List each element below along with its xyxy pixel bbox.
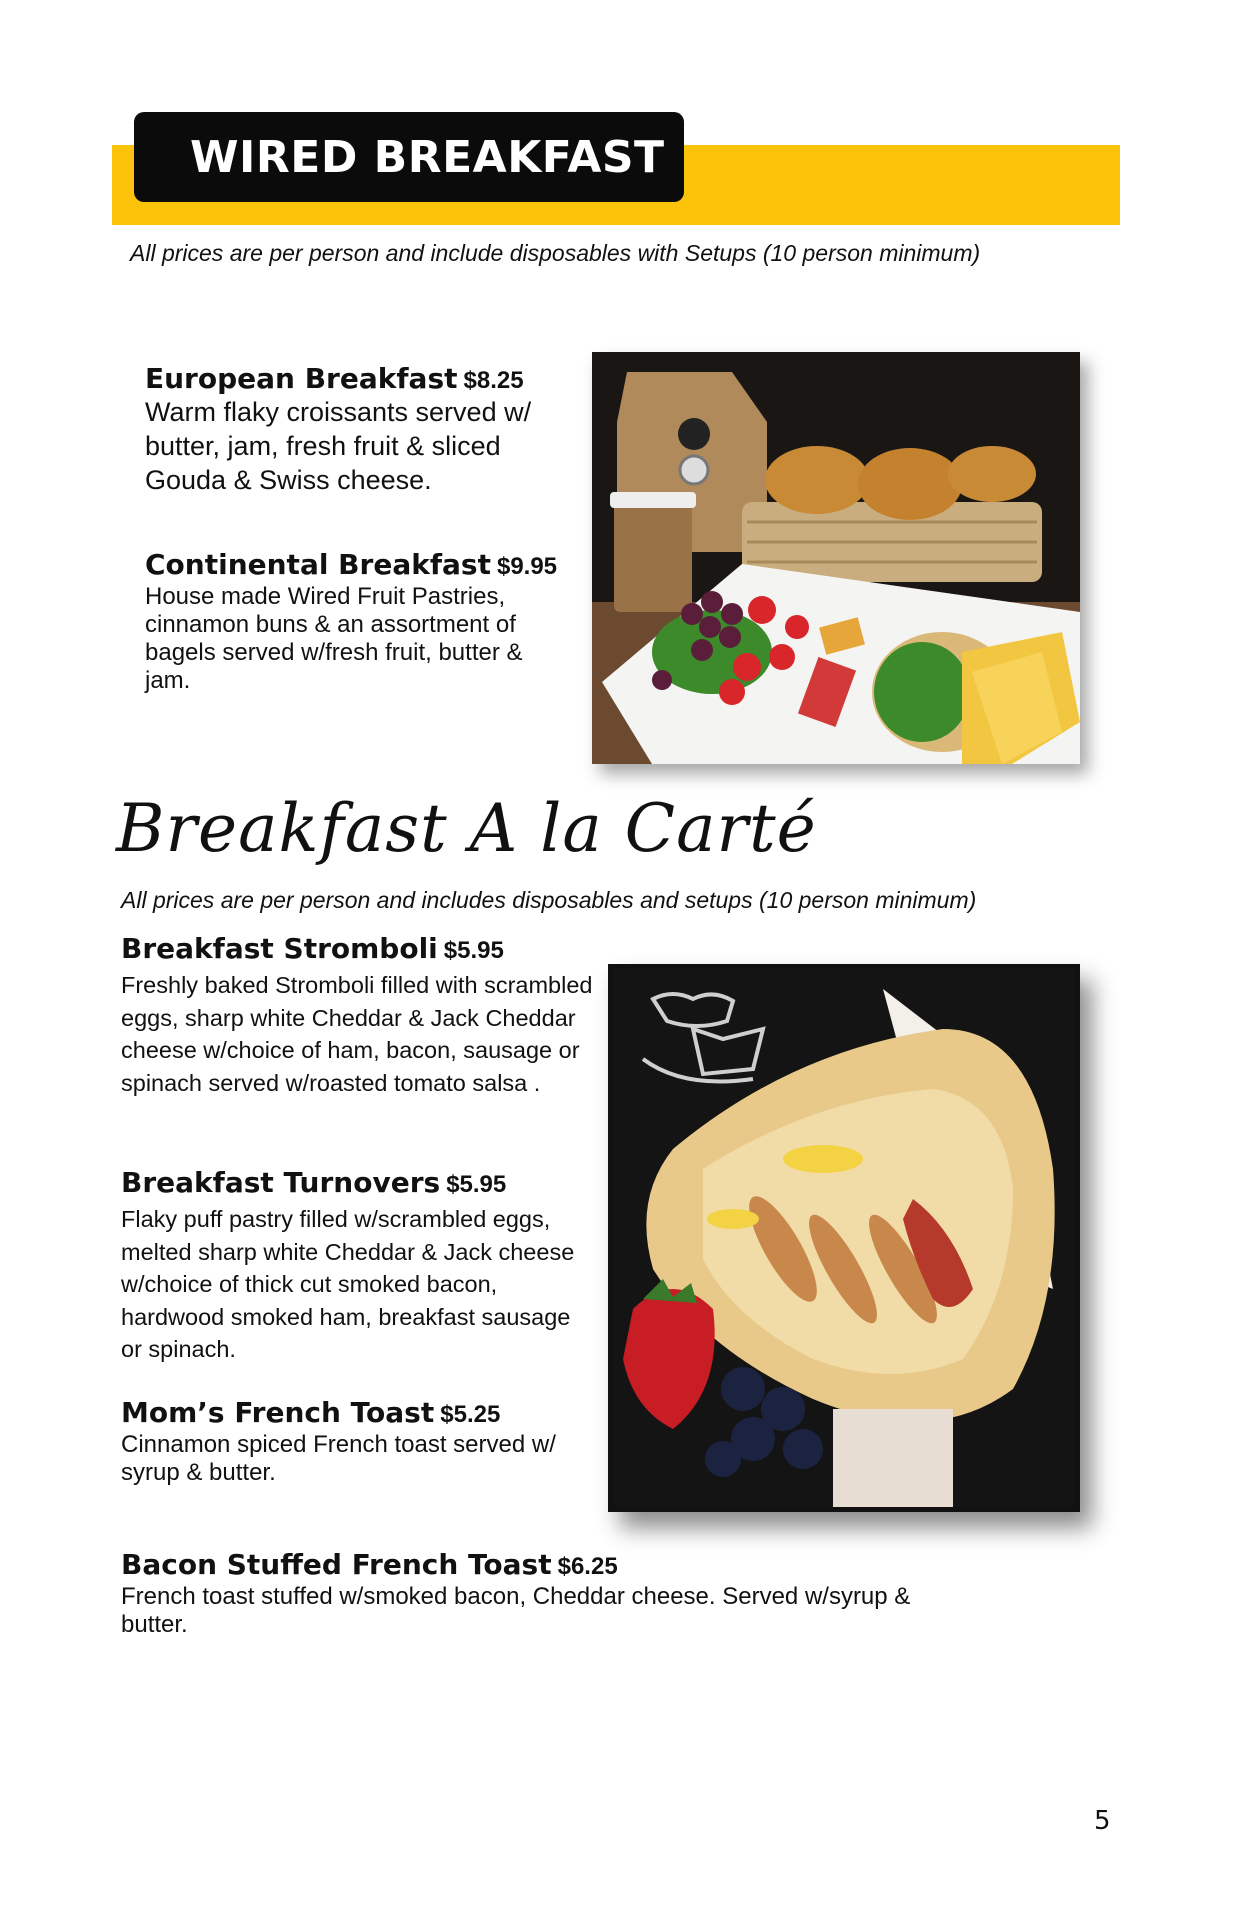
item-title [145, 548, 565, 581]
item-description: French toast stuffed w/smoked bacon, Cheddar cheese. Served w/syrup & butter. [121, 1583, 911, 1638]
item-price: $5.95 [446, 1171, 507, 1198]
item-name: Mom’s French Toast [121, 1396, 435, 1429]
item-name: Breakfast Stromboli [121, 932, 438, 965]
menu-item-turnovers [121, 1166, 593, 1366]
item-title [121, 932, 593, 965]
item-price: $8.25 [463, 367, 524, 394]
breakfast-platter-photo [592, 352, 1080, 764]
section-title: WIRED BREAKFAST [190, 131, 665, 183]
menu-item-continental [145, 548, 565, 695]
item-title [121, 1396, 593, 1429]
pricing-note: All prices are per person and include disposables with Setups (10 person minimum) [130, 240, 981, 266]
item-description: Flaky puff pastry filled w/scrambled eggs, melted sharp white Cheddar & Jack cheese w/choice of thick cut smoked bacon, hardwood smoked ham, breakfast sausage or spinach. [121, 1206, 575, 1362]
a-la-carte-pricing-note: All prices are per person and includes disposables and setups (10 person minimum) [121, 887, 977, 913]
item-title [121, 1166, 593, 1199]
item-title [121, 1548, 981, 1581]
menu-item-moms-french-toast [121, 1396, 593, 1487]
item-name: Bacon Stuffed French Toast [121, 1548, 552, 1581]
item-description: House made Wired Fruit Pastries, cinnamon buns & an assortment of bagels served w/fresh fruit, butter & jam. [145, 583, 523, 694]
menu-item-stromboli [121, 932, 593, 1099]
item-name: European Breakfast [145, 362, 458, 395]
item-price: $6.25 [557, 1553, 618, 1580]
item-name: Continental Breakfast [145, 548, 491, 581]
a-la-carte-heading: Breakfast A la Carté [116, 790, 817, 867]
item-price: $5.95 [443, 937, 504, 964]
menu-item-bacon-stuffed-french-toast [121, 1548, 981, 1639]
item-description: Freshly baked Stromboli filled with scrambled eggs, sharp white Cheddar & Jack Cheddar cheese w/choice of ham, bacon, sausage or spinach served w/roasted tomato salsa . [121, 972, 593, 1096]
section-title-box [134, 112, 684, 202]
item-description: Cinnamon spiced French toast served w/ syrup & butter. [121, 1431, 556, 1486]
page-number: 5 [1094, 1806, 1111, 1836]
item-price: $5.25 [440, 1401, 501, 1428]
item-description: Warm flaky croissants served w/ butter, jam, fresh fruit & sliced Gouda & Swiss cheese. [145, 397, 532, 495]
menu-item-european [145, 362, 575, 497]
item-title [145, 362, 575, 395]
item-price: $9.95 [496, 553, 558, 580]
turnover-photo [608, 964, 1080, 1512]
item-name: Breakfast Turnovers [121, 1166, 441, 1199]
